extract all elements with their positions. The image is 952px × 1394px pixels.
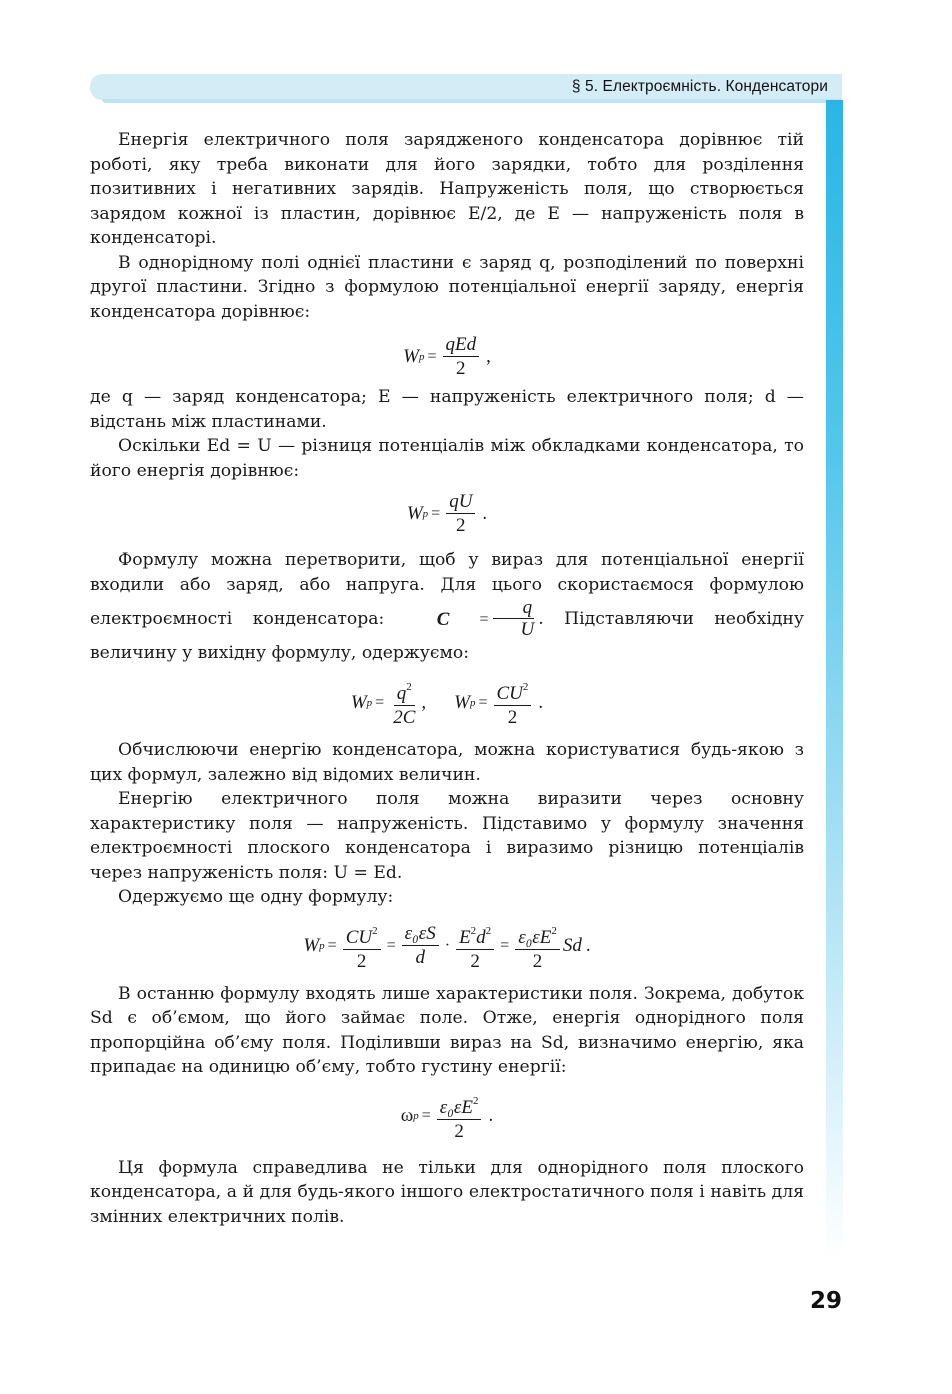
formula-energy-qEd: W p = $\frac{\text{qEd}}{2}$ , bbox=[403, 334, 491, 379]
paragraph-1: Енергія електричного поля зарядженого конденсатора дорівнює тій роботі, яку треба виконати для його зарядки, тобто для розділення позитивних і негативних зарядів. Напруженість поля, що створюється зарядом кожної із пластин, дорівнює E/2, де E — напруженість поля в конденсаторі. bbox=[90, 130, 804, 248]
formula-energy-field: W p = $\frac{CU^2}{2}$ = $\frac{\text{ε₀εS}}{d}$ · $\frac{E^2d^2}{2}$ = $\frac{\varepsilon_0\varepsilon E^2}{2}$ Sd . bbox=[90, 920, 804, 974]
paragraph-6: Обчислюючи енергію конденсатора, можна користуватися будь-якою з цих формул, залежно від відомих величин. bbox=[90, 740, 804, 785]
paragraph-10: Ця формула справедлива не тільки для однорідного поля плоского конденсатора, а й для будь-якого іншого електростатичного поля і навіть для змінних електричних полів. bbox=[90, 1157, 804, 1227]
paragraph-2: В однорідному полі однієї пластини є заряд q, розподілений по поверхні другої пластини. Згідно з формулою потенціальної енергії заряду, енергія конденсатора дорівнює: bbox=[90, 252, 804, 322]
inline-formula-capacitance: C = $\frac{q}{U}$ bbox=[436, 597, 535, 640]
formula-energy-density: ω p = $\frac{\varepsilon_0\varepsilon E^2}{2}$ . bbox=[90, 1090, 804, 1144]
paragraph-5: Формулу можна перетворити, щоб у вираз для потенціальної енергії входили або заряд, або напруга. Для цього скористаємося формулою електроємності конденсатора: C = $\frac{q}{U}$ . Підставляючи необхідну величину у вихідну формулу, одержуємо: bbox=[90, 550, 804, 663]
paragraph-8: Одержуємо ще одну формулу: bbox=[118, 887, 394, 907]
paragraph-3: де q — заряд конденсатора; E — напруженість електричного поля; d — відстань між пластинами. bbox=[90, 387, 804, 432]
running-header-title: § 5. Електроємність. Конденсатори bbox=[571, 78, 828, 95]
formula-energy-q2-CU2: W p = $\frac{q^2}{2C}$ , W p = $\frac{CU^2}{2}$ . bbox=[90, 676, 804, 730]
formula-energy-qU: W p = $\frac{qU}{2}$ . bbox=[406, 491, 488, 536]
formula-fraction: $\frac{\text{qEd}}{2}$ bbox=[443, 334, 480, 381]
formula-subscript: p bbox=[418, 351, 425, 364]
running-header bbox=[90, 74, 842, 100]
paragraph-7: Енергію електричного поля можна виразити через основну характеристику поля — напруженість. Підставимо у формулу значення електроємності плоского конденсатора і виразимо різницю потенціалів через напруженість поля: U = Ed. bbox=[90, 789, 804, 883]
page-number: 29 bbox=[809, 1288, 842, 1314]
paragraph-9: В останню формулу входять лише характеристики поля. Зокрема, добуток Sd є об’ємом, що його займає поле. Отже, енергія однорідного поля пропорційна об’єму поля. Поділивши вираз на Sd, визначимо енергію, яка припадає на одиницю об’єму, тобто густину енергії: bbox=[90, 983, 804, 1077]
page-body bbox=[90, 128, 804, 1229]
decorative-side-stripe bbox=[826, 100, 843, 1260]
paragraph-4: Оскільки Ed = U — різниця потенціалів між обкладками конденсатора, то його енергія дорівнює: bbox=[90, 436, 804, 481]
formula-lhs: W bbox=[403, 346, 419, 368]
